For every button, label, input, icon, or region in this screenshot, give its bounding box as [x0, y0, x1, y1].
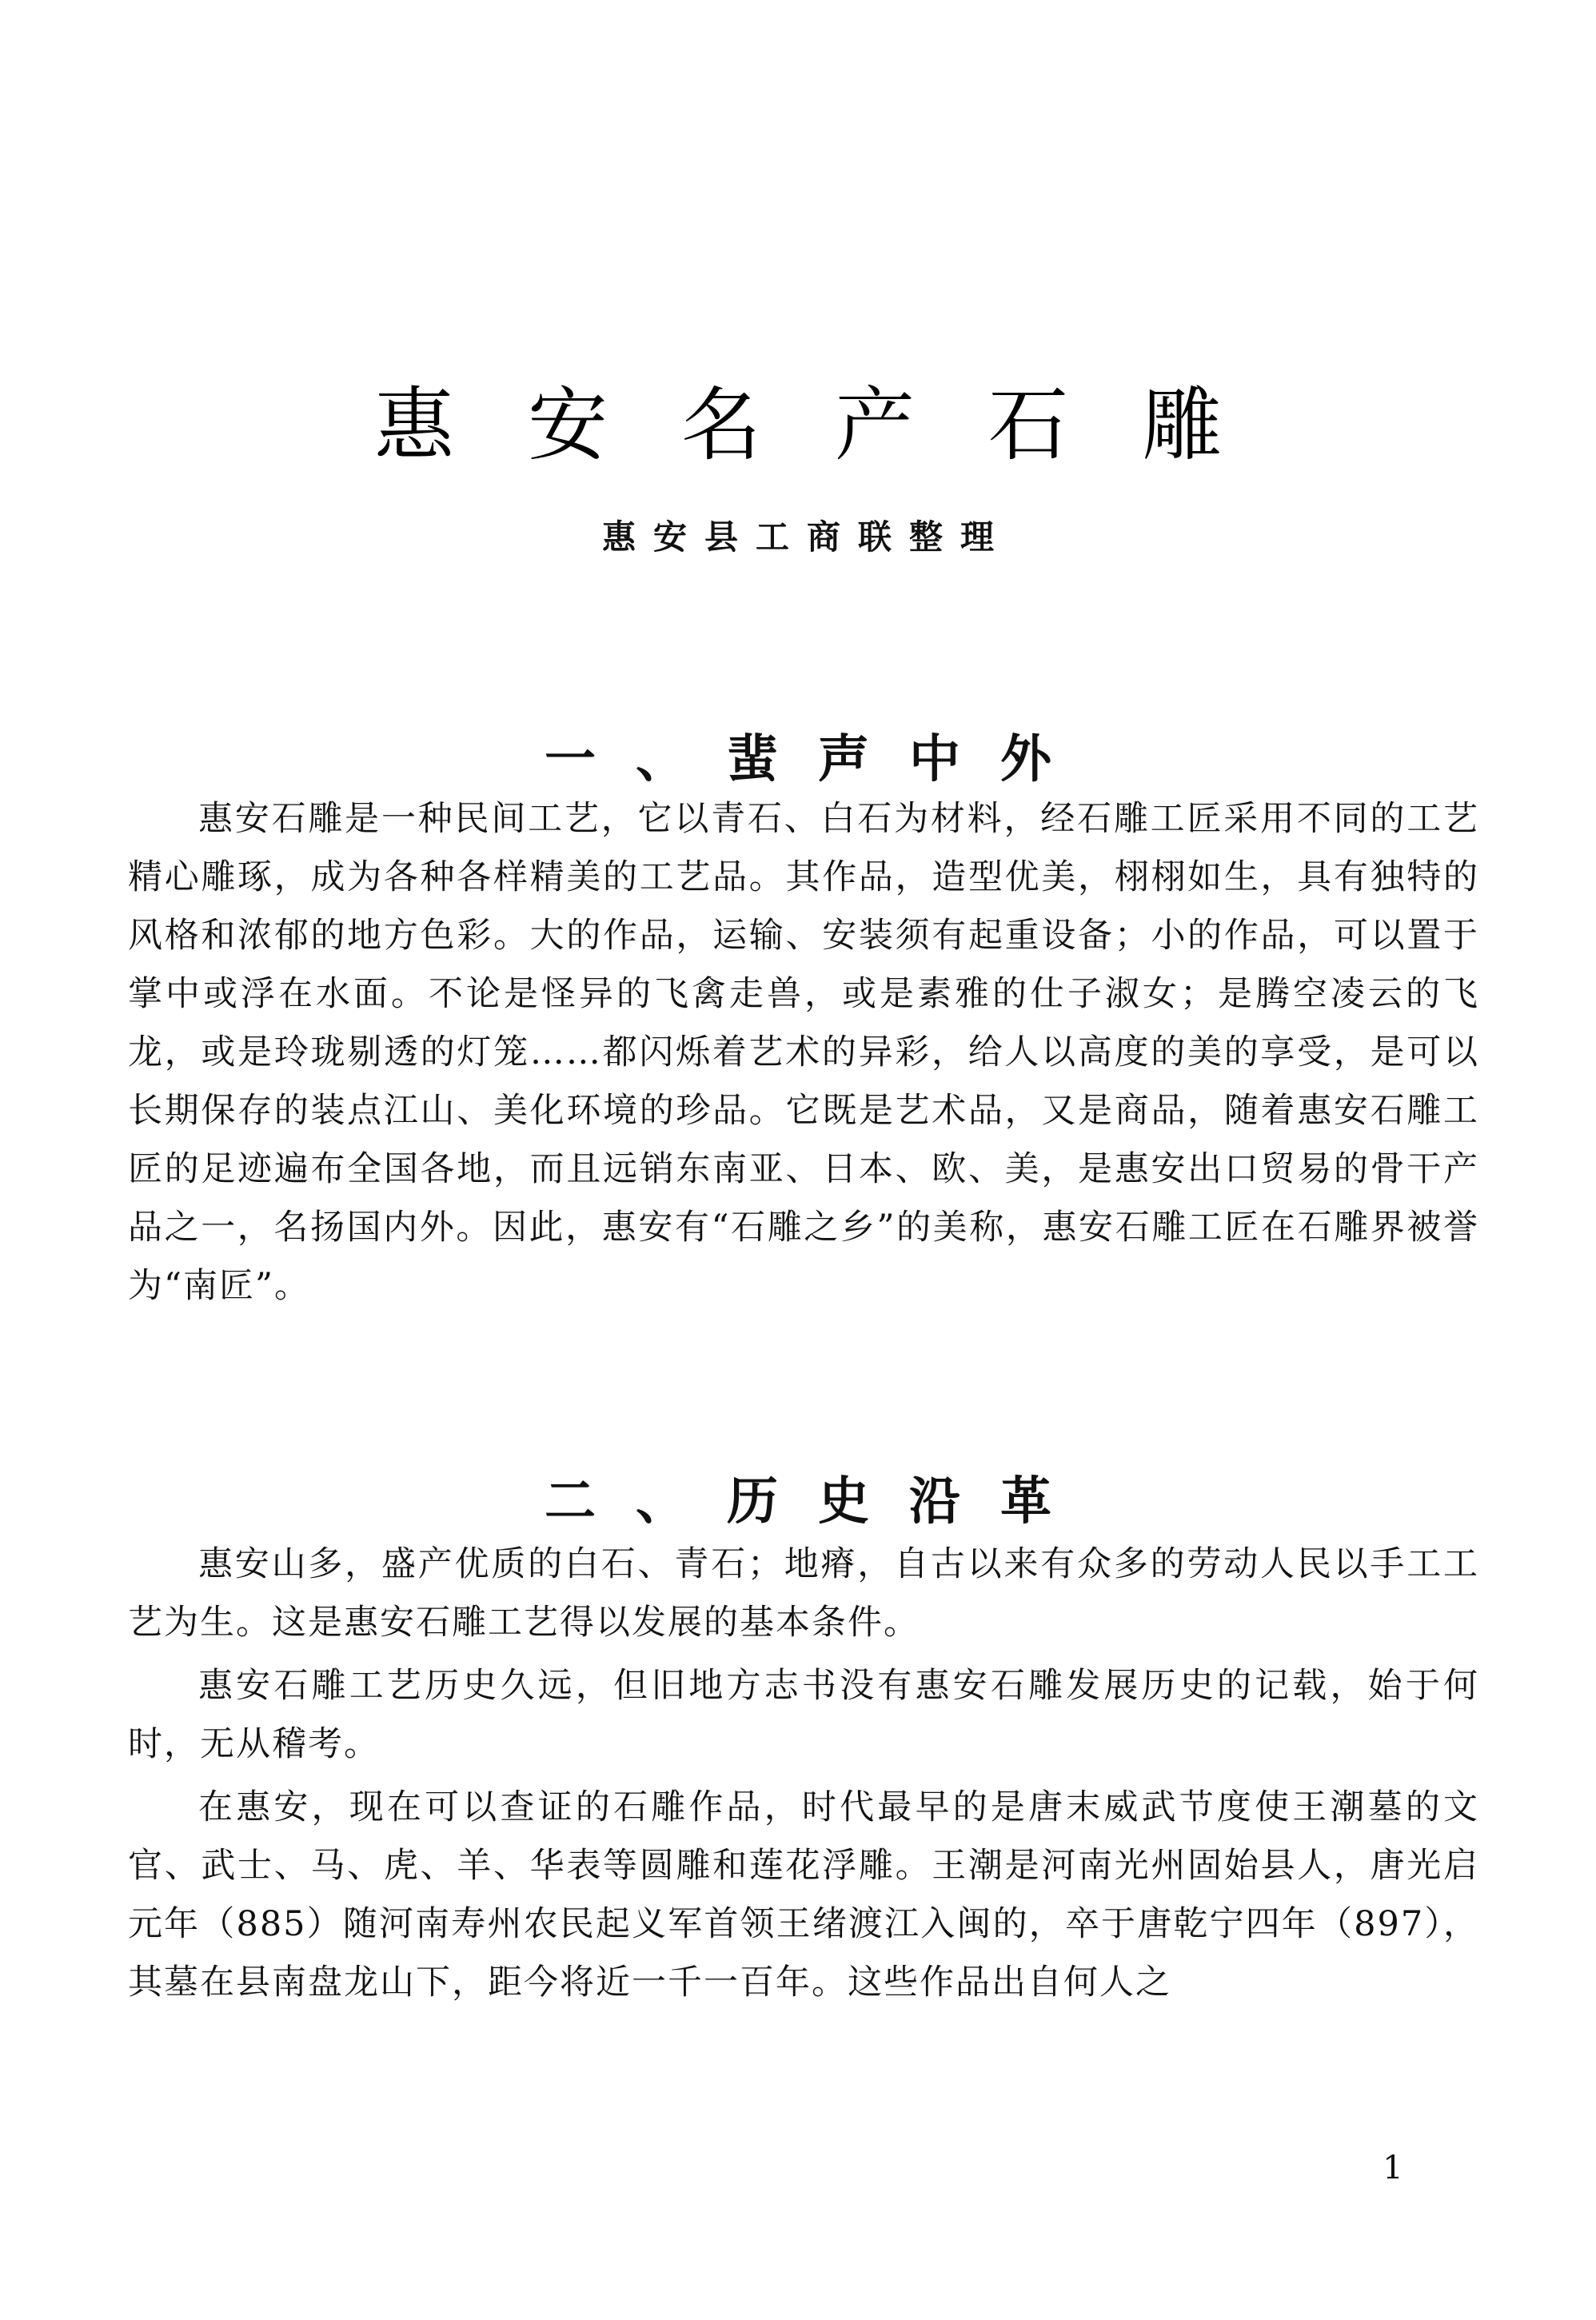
- page-number: 1: [1383, 2150, 1403, 2186]
- paragraph: 惠安山多，盛产优质的白石、青石；地瘠，自古以来有众多的劳动人民以手工工艺为生。这是惠安石雕工艺得以发展的基本条件。: [128, 1544, 1479, 1643]
- section-heading-1: 一、蜚声中外: [545, 729, 1091, 790]
- section-2-body: [128, 1535, 1479, 2012]
- paragraph: 惠安石雕是一种民间工艺，它以青石、白石为材料，经石雕工匠采用不同的工艺精心雕琢，成为各种各样精美的工艺品。其作品，造型优美，栩栩如生，具有独特的风格和浓郁的地方色彩。大的作品，运输、安装须有起重设备；小的作品，可以置于掌中或浮在水面。不论是怪异的飞禽走兽，或是素雅的仕子淑女；是腾空凌云的飞龙，或是玲珑剔透的灯笼……都闪烁着艺术的异彩，给人以高度的美的享受，是可以长期保存的装点江山、美化环境的珍品。它既是艺术品，又是商品，随着惠安石雕工匠的足迹遍布全国各地，而且远销东南亚、日本、欧、美，是惠安出口贸易的骨干产品之一，名扬国内外。因此，惠安有“石雕之乡”的美称，惠安石雕工匠在石雕界被誉为“南匠”。: [128, 799, 1479, 1306]
- paragraph: 在惠安，现在可以查证的石雕作品，时代最早的是唐末威武节度使王潮墓的文官、武士、马、虎、羊、华表等圆雕和莲花浮雕。王潮是河南光州固始县人，唐光启元年（885）随河南寿州农民起义军首领王绪渡江入闽的，卒于唐乾宁四年（897），其墓在县南盘龙山下，距今将近一千一百年。这些作品出自何人之: [128, 1787, 1479, 2003]
- section-heading-2: 二、历史沿革: [545, 1471, 1091, 1532]
- author-byline: 惠安县工商联整理: [601, 517, 1011, 557]
- section-1-body: [128, 790, 1479, 1316]
- paragraph: 惠安石雕工艺历史久远，但旧地方志书没有惠安石雕发展历史的记载，始于何时，无从稽考。: [128, 1666, 1479, 1764]
- page-title: 惠安名产石雕: [374, 378, 1295, 472]
